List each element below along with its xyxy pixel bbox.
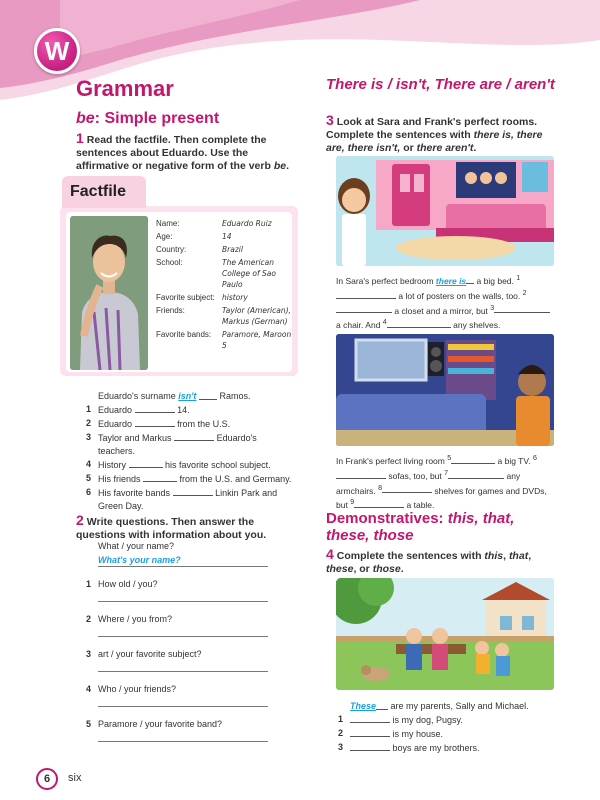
- exercise-2-instructions: 2 Write questions. Then answer the questions with information about you.: [76, 512, 267, 541]
- question-item: 1 How old / you?: [86, 579, 158, 589]
- answer-blank: [199, 390, 217, 400]
- sara-text: In Sara's perfect bedroom there is a big bed. $^1$ a lot of posters on the walls, too. $^2$ a closet and a mirror, but $^3$ a chair. And $^4$ any shelves.: [336, 272, 554, 331]
- answer-blank[interactable]: [350, 713, 390, 723]
- be-simple-present-heading: be: Simple present: [76, 110, 220, 127]
- factfile-details: [156, 218, 296, 353]
- answer-blank[interactable]: [173, 486, 213, 496]
- frank-text: In Frank's perfect living room $^5$ a big TV. $^6$ sofas, too, but $^7$ any armchairs. $^8$ shelves for games and DVDs, but $^9$ a table.: [336, 454, 547, 511]
- frank-living-room-illustration: [336, 334, 554, 446]
- exercise-2-questions: [86, 540, 286, 753]
- answer-blank[interactable]: [448, 469, 504, 479]
- question-item: 2 Where / you from?: [86, 614, 173, 624]
- family-garden-illustration: [336, 578, 554, 690]
- answer-blank: [376, 700, 388, 710]
- example-answer: These: [350, 701, 377, 711]
- sara-bedroom-illustration: [336, 156, 554, 266]
- factfile-row: Friends: Taylor (American), Markus (German): [156, 306, 291, 326]
- there-is-heading: There is / isn't, There are / aren't: [326, 76, 555, 93]
- factfile-row: Favorite bands: Paramore, Maroon 5: [156, 330, 292, 350]
- answer-line[interactable]: [98, 662, 268, 672]
- example-sentence: These are my parents, Sally and Michael.: [350, 701, 529, 711]
- sentence-item: 4 History his favorite school subject.: [86, 459, 271, 470]
- page-number: 6: [36, 768, 58, 790]
- question-item: 4 Who / your friends?: [86, 684, 177, 694]
- answer-blank[interactable]: [494, 303, 550, 313]
- answer-blank[interactable]: [129, 458, 163, 468]
- answer-blank[interactable]: [135, 417, 175, 427]
- answer-blank[interactable]: [350, 741, 390, 751]
- exercise-3-instructions: 3 Look at Sara and Frank's perfect rooms. Complete the sentences with there is, there are, there isn't, or there aren't.: [326, 112, 543, 154]
- answer-blank[interactable]: [354, 498, 404, 508]
- exercise-4-instructions: 4 Complete the sentences with this, that, these, or those.: [326, 546, 532, 575]
- answer-blank[interactable]: [350, 727, 390, 737]
- sentence-item: 6 His favorite bands Linkin Park and Green Day.: [86, 487, 278, 511]
- sentence-item: 3 Taylor and Markus Eduardo's teachers.: [86, 432, 257, 456]
- exercise-1-sentences: [86, 390, 301, 513]
- answer-blank[interactable]: [336, 303, 392, 313]
- answer-line[interactable]: [98, 697, 268, 707]
- question-item: 3 art / your favorite subject?: [86, 649, 202, 659]
- grammar-heading: Grammar: [76, 76, 174, 101]
- example-answer: there is: [435, 275, 467, 286]
- sentence-item: 2 Eduardo from the U.S.: [86, 418, 231, 429]
- answer-blank: [466, 274, 474, 284]
- answer-blank[interactable]: [336, 289, 396, 299]
- answer-blank[interactable]: [382, 483, 432, 493]
- answer-blank[interactable]: [451, 454, 495, 464]
- sentence-item: 5 His friends from the U.S. and Germany.: [86, 473, 292, 484]
- answer-blank[interactable]: [387, 318, 451, 328]
- exercise-4-sentences: [338, 700, 556, 755]
- question-item: 5 Paramore / your favorite band?: [86, 719, 223, 729]
- sentence-item: 2 is my house.: [338, 728, 444, 739]
- example-answer: What's your name?: [98, 554, 268, 567]
- sentence-item: 1 Eduardo 14.: [86, 404, 190, 415]
- factfile-row: Favorite subject: history: [156, 293, 248, 302]
- answer-line[interactable]: [98, 627, 268, 637]
- answer-line[interactable]: [98, 592, 268, 602]
- sentence-item: 1 is my dog, Pugsy.: [338, 714, 463, 725]
- factfile-row: Country: Brazil: [156, 245, 243, 254]
- factfile-title: Factfile: [62, 176, 146, 208]
- answer-blank[interactable]: [143, 472, 177, 482]
- demonstratives-heading: Demonstratives: this, that, these, those: [326, 510, 515, 544]
- unit-badge: W: [34, 28, 80, 74]
- factfile-row: School: The American College of Sao Paulo: [156, 258, 276, 289]
- factfile-row: Age: 14: [156, 232, 232, 241]
- answer-blank[interactable]: [174, 431, 214, 441]
- example-prompt: What / your name?: [98, 541, 175, 551]
- page-number-word: six: [68, 772, 82, 784]
- answer-blank[interactable]: [135, 403, 175, 413]
- sentence-item: 3 boys are my brothers.: [338, 742, 480, 753]
- example-answer: isn't: [178, 391, 197, 401]
- exercise-1-instructions: 1 Read the factfile. Then complete the sentences about Eduardo. Use the affirmative or negative form of the verb be.: [76, 130, 289, 172]
- answer-line[interactable]: [98, 732, 268, 742]
- answer-blank[interactable]: [336, 469, 386, 479]
- factfile-row: Name: Eduardo Ruiz: [156, 219, 272, 228]
- example-sentence: Eduardo's surname isn't Ramos.: [98, 391, 251, 401]
- eduardo-photo: [70, 216, 148, 370]
